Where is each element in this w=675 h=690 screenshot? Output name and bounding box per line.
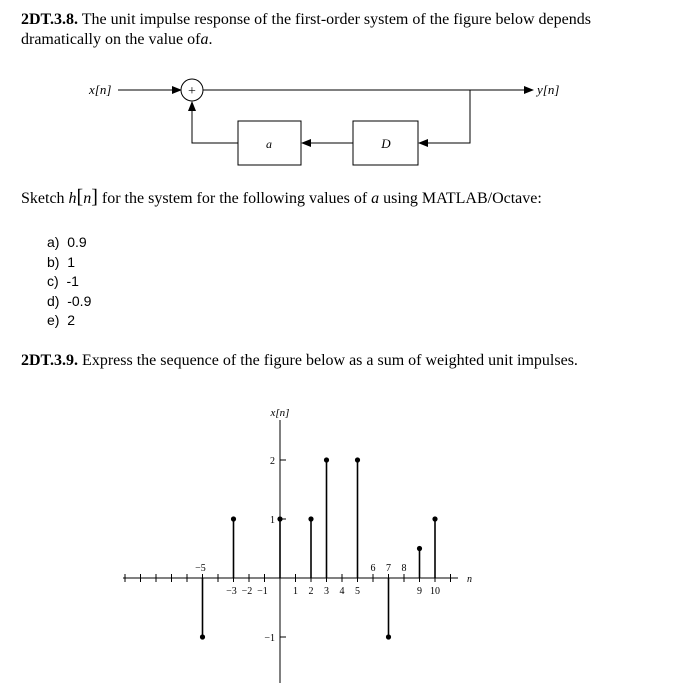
problem-2-number: 2DT.3.9.	[21, 352, 79, 369]
stem-plot	[0, 400, 675, 690]
y-tick-label: 1	[270, 515, 275, 526]
problem-2-text	[21, 351, 661, 371]
block-diagram	[0, 70, 675, 180]
list-item: a) 0.9	[47, 234, 87, 250]
stem-marker	[417, 546, 422, 551]
x-tick-label: 1	[293, 586, 298, 597]
list-item: c) -1	[47, 273, 79, 289]
list-item: d) -0.9	[47, 292, 92, 309]
x-tick-label: 4	[339, 586, 345, 597]
input-label: x[n]	[89, 82, 112, 97]
stem-marker	[432, 516, 437, 521]
x-tick-label: 8	[401, 563, 407, 574]
feedback-line-left	[192, 102, 238, 143]
adder-symbol: +	[188, 84, 196, 99]
gain-label: a	[266, 137, 272, 151]
problem-2-body: Express the sequence of the figure below as a sum of weighted unit impulses.	[82, 352, 578, 369]
x-tick-label: 2	[308, 586, 314, 597]
close-bracket: ]	[91, 186, 98, 208]
stem-marker	[277, 516, 282, 521]
sketch-h: h	[68, 190, 77, 207]
y-tick-label: −1	[264, 633, 275, 644]
problem-1-var: a	[200, 31, 209, 48]
x-tick-label: 3	[324, 586, 329, 597]
output-label: y[n]	[537, 82, 560, 97]
x-tick-label: 9	[417, 586, 422, 597]
sketch-n: n	[83, 190, 92, 207]
sketch-middle: for the system for the following values of	[101, 190, 368, 207]
problem-1-end: .	[208, 31, 213, 48]
y-axis-label: x[n]	[270, 407, 290, 419]
x-tick-label: −3	[226, 586, 237, 597]
x-tick-label: 10	[430, 586, 440, 597]
stem-marker	[324, 457, 329, 462]
list-item: b) 1	[47, 253, 76, 270]
x-tick-label: 7	[386, 563, 391, 574]
stem-marker	[231, 516, 236, 521]
sketch-instruction	[21, 186, 661, 210]
sketch-a: a	[371, 190, 380, 207]
x-tick-label: 6	[370, 563, 376, 574]
x-tick-label: −2	[241, 586, 253, 597]
problem-1-text	[21, 10, 661, 50]
problem-1-body: The unit impulse response of the first-order system of the figure below depends dramatically on the value of	[21, 11, 591, 48]
delay-label: D	[381, 136, 391, 151]
values-list	[47, 233, 91, 331]
problem-1-number: 2DT.3.8.	[21, 11, 79, 28]
sketch-prefix: Sketch	[21, 190, 65, 207]
y-tick-label: 2	[270, 456, 275, 467]
stem-marker	[200, 634, 205, 639]
stem-marker	[308, 516, 313, 521]
stem-marker	[386, 634, 391, 639]
x-axis-label: n	[467, 574, 472, 585]
stem-marker	[355, 457, 360, 462]
open-bracket: [	[76, 186, 84, 208]
stem-plot-axes	[123, 420, 458, 683]
sketch-suffix: using MATLAB/Octave:	[383, 190, 542, 207]
x-tick-label: −1	[257, 586, 268, 597]
stem-plot-stems	[200, 457, 438, 639]
stem-plot-labels	[195, 407, 472, 644]
list-item: e) 2	[47, 312, 76, 328]
x-tick-label: 5	[355, 586, 360, 597]
feedback-line-right	[419, 90, 470, 143]
x-tick-label: −5	[195, 563, 206, 574]
